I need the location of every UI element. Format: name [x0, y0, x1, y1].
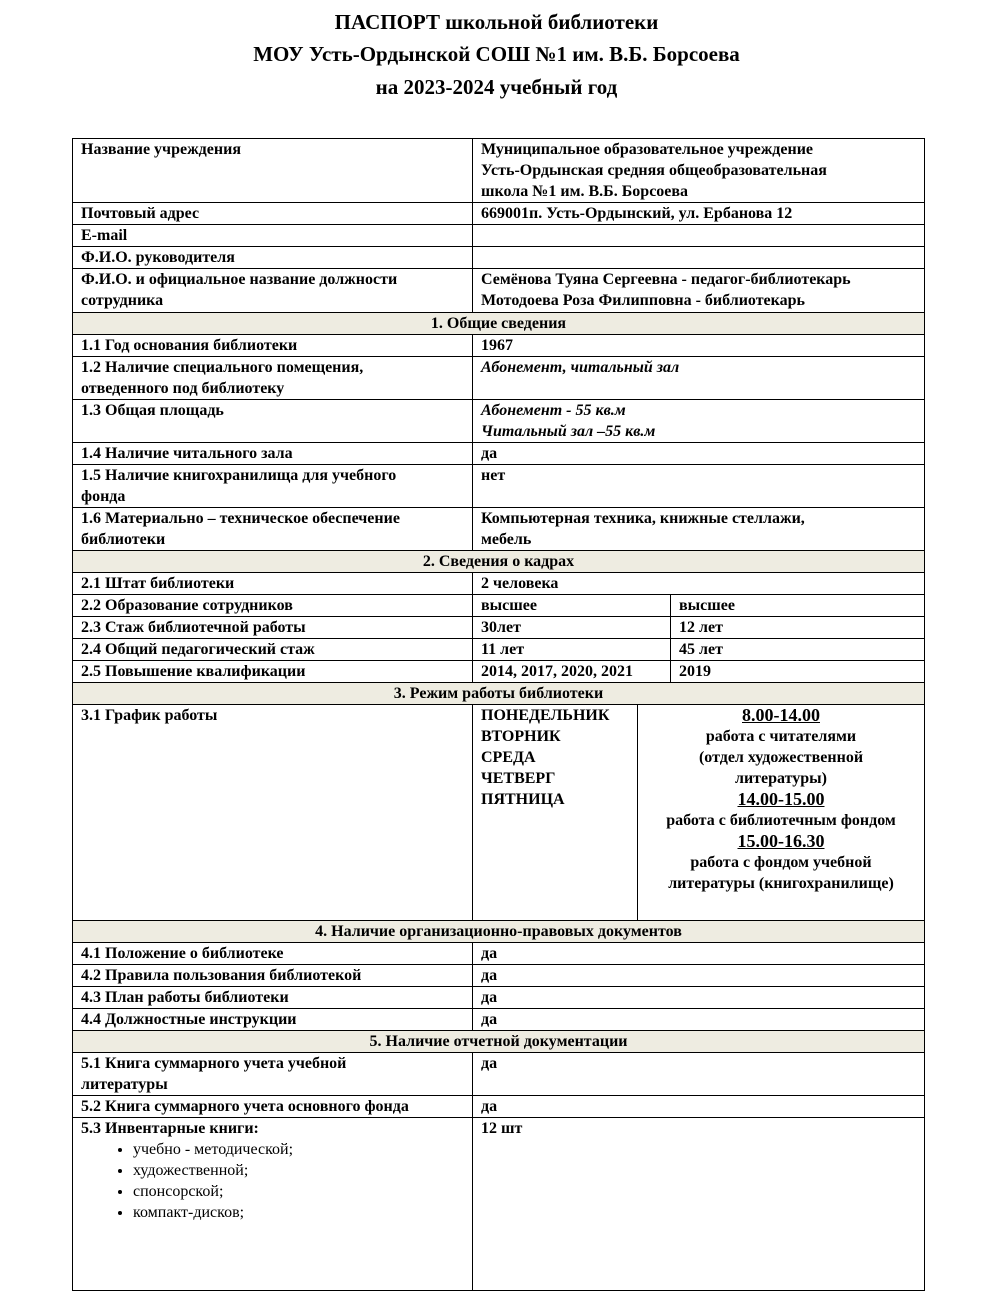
row-value: 1967: [473, 335, 925, 357]
address-value: 669001п. Усть-Ордынский, ул. Ербанова 12: [473, 203, 925, 225]
table-row: [73, 617, 925, 639]
table-row: [73, 943, 925, 965]
table-row: [73, 465, 925, 508]
row-value: нет: [473, 465, 925, 508]
row-label: 1.3 Общая площадь: [73, 400, 473, 443]
doc-title-line-3: на 2023-2024 учебный год: [375, 75, 618, 99]
doc-title-line-1: ПАСПОРТ школьной библиотеки: [334, 10, 659, 34]
table-row: [73, 1096, 925, 1118]
row-label: 2.3 Стаж библиотечной работы: [73, 617, 473, 639]
row-label: 4.2 Правила пользования библиотекой: [73, 965, 473, 987]
section-3-title: 3. Режим работы библиотеки: [73, 683, 925, 705]
schedule-times: 8.00-14.00 работа с читателями (отдел художественной литературы) 14.00-15.00 работа с библиотечным фондом 15.00-16.30 работа с фондом учебной литературы (книгохранилище): [638, 705, 925, 921]
row-label: 1.4 Наличие читального зала: [73, 443, 473, 465]
table-row: [73, 203, 925, 225]
row-label: 2.2 Образование сотрудников: [73, 595, 473, 617]
row-value: 2019: [671, 661, 925, 683]
row-value: да: [473, 1053, 925, 1096]
list-item: • художественной;: [133, 1160, 464, 1181]
list-item: • спонсорской;: [133, 1181, 464, 1202]
table-row: [73, 573, 925, 595]
section-4-title: 4. Наличие организационно-правовых документов: [73, 921, 925, 943]
passport-table: [72, 138, 925, 1291]
row-value: Абонемент, читальный зал: [473, 357, 925, 400]
row-value: Абонемент - 55 кв.м Читальный зал –55 кв.м: [473, 400, 925, 443]
row-value: 30лет: [473, 617, 671, 639]
table-row: [73, 987, 925, 1009]
table-row: [73, 247, 925, 269]
row-label: 1.1 Год основания библиотеки: [73, 335, 473, 357]
row-value: 12 шт: [473, 1118, 925, 1291]
table-row: [73, 335, 925, 357]
row-value: Компьютерная техника, книжные стеллажи, мебель: [473, 508, 925, 551]
section-5-title: 5. Наличие отчетной документации: [73, 1031, 925, 1053]
table-row: [73, 639, 925, 661]
table-row: [73, 508, 925, 551]
table-row: [73, 139, 925, 203]
table-row: [73, 1053, 925, 1096]
row-label: 5.2 Книга суммарного учета основного фонда: [73, 1096, 473, 1118]
table-row: [73, 595, 925, 617]
section-2-title: 2. Сведения о кадрах: [73, 551, 925, 573]
section-header: [73, 1031, 925, 1053]
row-label: 2.1 Штат библиотеки: [73, 573, 473, 595]
row-label: 1.5 Наличие книгохранилища для учебного фонда: [73, 465, 473, 508]
schedule-label: 3.1 График работы: [73, 705, 473, 921]
staff-label: Ф.И.О. и официальное название должности сотрудника: [73, 269, 473, 313]
address-label: Почтовый адрес: [73, 203, 473, 225]
table-row: [73, 1009, 925, 1031]
section-header: [73, 313, 925, 335]
table-row: [73, 1118, 925, 1291]
row-value: высшее: [671, 595, 925, 617]
row-label: 4.4 Должностные инструкции: [73, 1009, 473, 1031]
list-item: • компакт-дисков;: [133, 1202, 464, 1223]
row-label: 2.4 Общий педагогический стаж: [73, 639, 473, 661]
row-value: да: [473, 965, 925, 987]
table-row: [73, 225, 925, 247]
row-value: высшее: [473, 595, 671, 617]
table-row: [73, 269, 925, 313]
table-row: [73, 661, 925, 683]
list-item: • учебно - методической;: [133, 1139, 464, 1160]
section-header: [73, 551, 925, 573]
inventory-list: [81, 1139, 464, 1223]
row-value: да: [473, 943, 925, 965]
row-label: 2.5 Повышение квалификации: [73, 661, 473, 683]
head-value: [473, 247, 925, 269]
doc-title-line-2: МОУ Усть-Ордынской СОШ №1 им. В.Б. Борсоева: [253, 42, 740, 66]
section-header: [73, 683, 925, 705]
row-value: да: [473, 987, 925, 1009]
row-label: 5.3 Инвентарные книги:: [81, 1120, 259, 1137]
email-value: [473, 225, 925, 247]
row-label: 5.1 Книга суммарного учета учебной литературы: [73, 1053, 473, 1096]
name-value: Муниципальное образовательное учреждение Усть-Ордынская средняя общеобразовательная школа №1 им. В.Б. Борсоева: [473, 139, 925, 203]
row-label: 1.2 Наличие специального помещения, отведенного под библиотеку: [73, 357, 473, 400]
table-row: [73, 965, 925, 987]
row-value: да: [473, 1096, 925, 1118]
head-label: Ф.И.О. руководителя: [73, 247, 473, 269]
email-label: E-mail: [73, 225, 473, 247]
section-header: [73, 921, 925, 943]
schedule-days: ПОНЕДЕЛЬНИК ВТОРНИК СРЕДА ЧЕТВЕРГ ПЯТНИЦА: [473, 705, 638, 921]
row-value: 2014, 2017, 2020, 2021: [473, 661, 671, 683]
table-row: [73, 443, 925, 465]
table-row: [73, 357, 925, 400]
row-value: 11 лет: [473, 639, 671, 661]
row-value: 2 человека: [473, 573, 925, 595]
row-label: 4.3 План работы библиотеки: [73, 987, 473, 1009]
table-row: [73, 400, 925, 443]
inventory-books-cell: [73, 1118, 473, 1291]
row-value: 45 лет: [671, 639, 925, 661]
row-value: да: [473, 443, 925, 465]
staff-value: Семёнова Туяна Сергеевна - педагог-библиотекарь Мотодоева Роза Филипповна - библиотекарь: [473, 269, 925, 313]
section-1-title: 1. Общие сведения: [73, 313, 925, 335]
row-label: 1.6 Материально – техническое обеспечение библиотеки: [73, 508, 473, 551]
table-row: [73, 705, 925, 921]
name-label: Название учреждения: [73, 139, 473, 203]
row-value: да: [473, 1009, 925, 1031]
row-label: 4.1 Положение о библиотеке: [73, 943, 473, 965]
row-value: 12 лет: [671, 617, 925, 639]
